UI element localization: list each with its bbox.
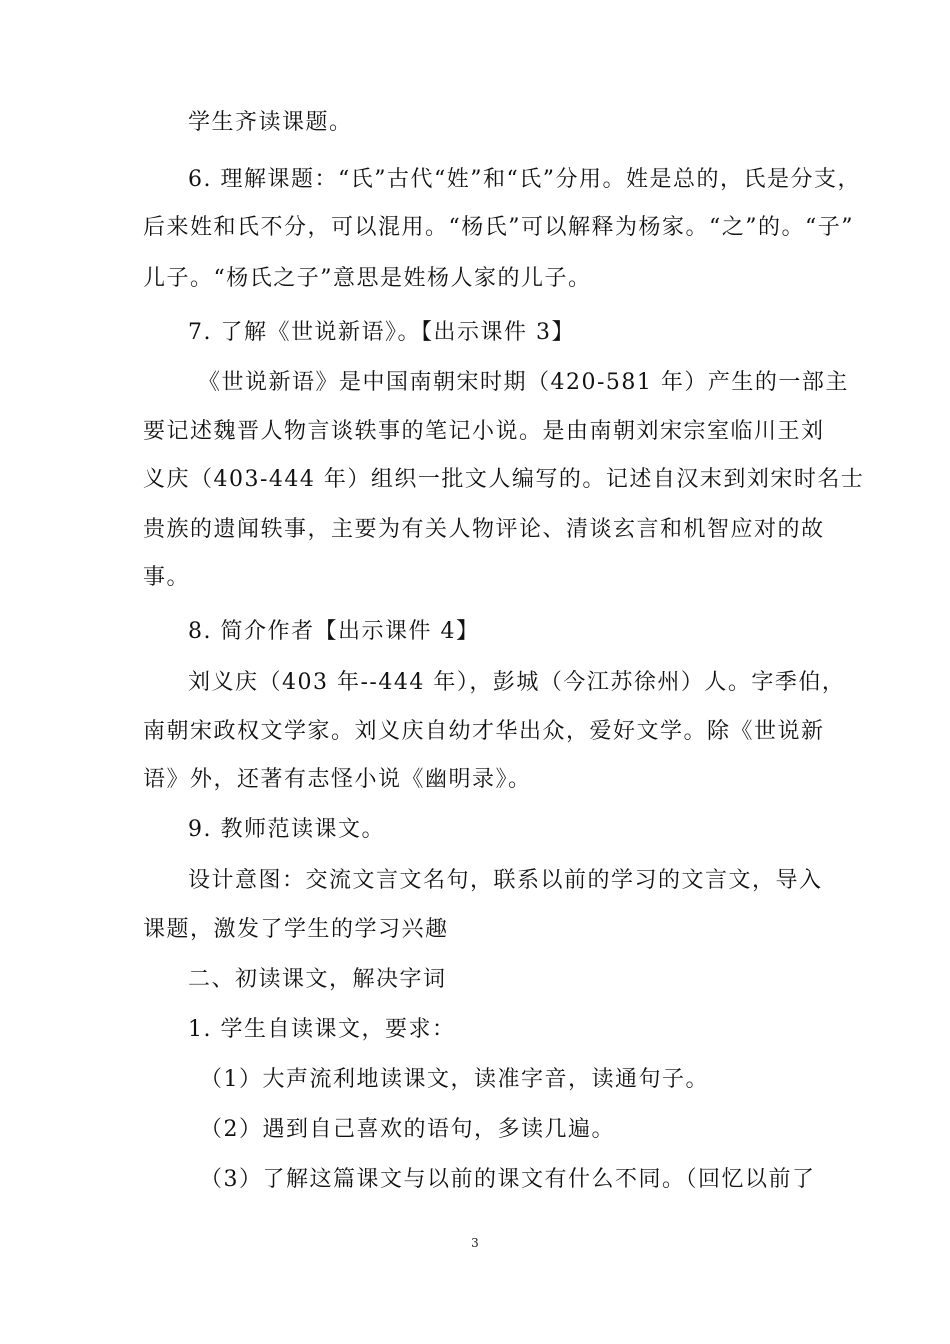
text-line-19: 1. 学生自读课文，要求： xyxy=(188,1017,456,1042)
text-line-9: 贵族的遗闻轶事，主要为有关人物评论、清谈玄言和机智应对的故 xyxy=(143,517,825,542)
text-line-5: 7. 了解《世说新语》。【出示课件 3】 xyxy=(188,320,575,345)
text-line-18: 二、初读课文，解决字词 xyxy=(188,967,447,992)
text-line-13: 南朝宋政权文学家。刘义庆自幼才华出众，爱好文学。除《世说新 xyxy=(143,719,825,744)
text-line-6: 《世说新语》是中国南朝宋时期（420-581 年）产生的一部主 xyxy=(198,370,849,395)
text-line-2: 6. 理解课题：“氏”古代“姓”和“氏”分用。姓是总的，氏是分支， xyxy=(188,167,861,192)
text-line-15: 9. 教师范读课文。 xyxy=(188,817,385,842)
text-line-22: （3）了解这篇课文与以前的课文有什么不同。（回忆以前了 xyxy=(200,1167,816,1192)
text-line-12: 刘义庆（403 年--444 年），彭城（今江苏徐州）人。字季伯， xyxy=(188,670,846,695)
text-line-14: 语》外，还著有志怪小说《幽明录》。 xyxy=(143,767,532,792)
text-line-21: （2）遇到自己喜欢的语句，多读几遍。 xyxy=(200,1117,615,1142)
text-line-3: 后来姓和氏不分，可以混用。“杨氏”可以解释为杨家。“之”的。“子” xyxy=(143,215,854,240)
text-line-4: 儿子。“杨氏之子”意思是姓杨人家的儿子。 xyxy=(143,266,592,291)
text-line-16: 设计意图：交流文言文名句，联系以前的学习的文言文，导入 xyxy=(188,868,823,893)
text-line-8: 义庆（403-444 年）组织一批文人编写的。记述自汉末到刘宋时名士 xyxy=(143,467,865,492)
text-line-11: 8. 简介作者【出示课件 4】 xyxy=(188,619,480,644)
text-line-10: 事。 xyxy=(143,565,191,590)
text-line-7: 要记述魏晋人物言谈轶事的笔记小说。是由南朝刘宋宗室临川王刘 xyxy=(143,419,825,444)
page-number: 3 xyxy=(471,1236,479,1250)
text-line-20: （1）大声流利地读课文，读准字音，读通句子。 xyxy=(200,1067,709,1092)
text-line-17: 课题，激发了学生的学习兴趣 xyxy=(143,917,449,942)
text-line-1: 学生齐读课题。 xyxy=(188,110,353,135)
